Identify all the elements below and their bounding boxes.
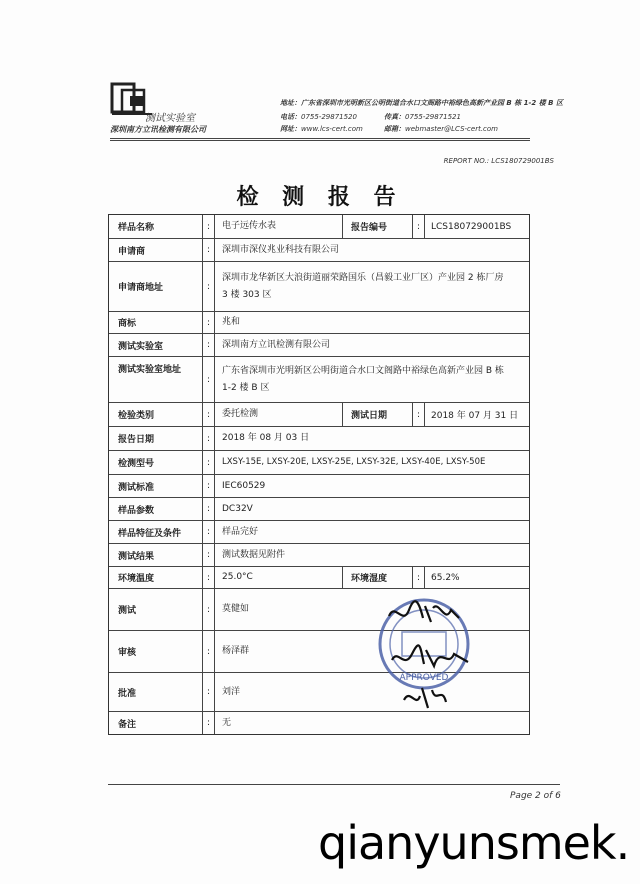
row-lab bbox=[109, 334, 529, 357]
header-address: 地址：广东省深圳市光明新区公明街道合水口文阁路中裕绿色高新产业园 B 栋 1-2 楼 B 区 bbox=[280, 99, 563, 107]
condition-label: 样品特征及条件 bbox=[109, 521, 203, 543]
applicant-label: 申请商 bbox=[109, 239, 203, 261]
report-no-label: 报告编号 bbox=[345, 215, 413, 238]
email-value: webmaster@LCS-cert.com bbox=[405, 125, 498, 133]
model-value: LXSY-15E, LXSY-20E, LXSY-25E, LXSY-32E, LXSY-40E, LXSY-50E bbox=[222, 457, 486, 467]
colon: : bbox=[203, 475, 215, 497]
tester-signature bbox=[385, 598, 465, 628]
row-params bbox=[109, 498, 529, 521]
colon: : bbox=[203, 403, 215, 426]
test-type-label: 检验类别 bbox=[109, 403, 203, 426]
row-sample-name bbox=[109, 215, 529, 239]
colon: : bbox=[203, 357, 215, 402]
colon: : bbox=[413, 403, 425, 426]
lab-address-line2: 1-2 楼 B 区 bbox=[222, 382, 270, 393]
sample-name-label: 样品名称 bbox=[109, 215, 203, 238]
phone-label: 电话： bbox=[280, 113, 301, 121]
header-divider bbox=[110, 138, 530, 139]
colon: : bbox=[203, 521, 215, 543]
test-date-label: 测试日期 bbox=[345, 403, 413, 426]
row-lab-address bbox=[109, 357, 529, 403]
reviewer-label: 审核 bbox=[109, 631, 203, 672]
colon: : bbox=[203, 262, 215, 311]
contact-row-phone bbox=[280, 112, 461, 122]
tester-value: 莫健如 bbox=[222, 604, 250, 614]
fax-value: 0755-29871521 bbox=[405, 113, 461, 121]
colon: : bbox=[203, 544, 215, 566]
colon: : bbox=[203, 712, 215, 734]
colon: : bbox=[203, 567, 215, 588]
lab-address-label: 测试实验室地址 bbox=[109, 357, 203, 402]
params-value: DC32V bbox=[222, 503, 253, 514]
test-type-value: 委托检测 bbox=[215, 403, 343, 426]
colon: : bbox=[413, 567, 425, 588]
approver-value: 刘洋 bbox=[222, 686, 241, 697]
applicant-address-line2: 3 楼 303 区 bbox=[222, 289, 272, 300]
row-condition bbox=[109, 521, 529, 544]
params-label: 样品参数 bbox=[109, 498, 203, 520]
approver-label: 批准 bbox=[109, 673, 203, 711]
remarks-value: 无 bbox=[222, 717, 232, 728]
lab-value: 深圳南方立讯检测有限公司 bbox=[222, 339, 331, 350]
phone-value: 0755-29871520 bbox=[301, 113, 357, 121]
sample-name-value: 电子远传水表 bbox=[215, 215, 343, 238]
colon: : bbox=[203, 589, 215, 630]
row-remarks bbox=[109, 712, 529, 734]
applicant-value: 深圳市深仪兆业科技有限公司 bbox=[222, 244, 340, 255]
lab-address-value bbox=[215, 357, 529, 402]
web-label: 网址： bbox=[280, 125, 301, 133]
result-label: 测试结果 bbox=[109, 544, 203, 566]
env-temp-value: 25.0°C bbox=[215, 567, 343, 588]
colon: : bbox=[203, 334, 215, 356]
watermark-text: qianyunsmek. bbox=[318, 816, 630, 870]
standard-value: IEC60529 bbox=[222, 480, 266, 491]
approver-signature bbox=[400, 682, 450, 712]
header-divider-2 bbox=[110, 140, 530, 141]
row-applicant-address bbox=[109, 262, 529, 312]
stamp-text: APPROVED bbox=[399, 673, 449, 683]
trademark-label: 商标 bbox=[109, 312, 203, 333]
report-date-value: 2018 年 08 月 03 日 bbox=[222, 433, 310, 443]
env-humidity-value: 65.2% bbox=[431, 572, 460, 583]
test-date-value: 2018 年 07 月 31 日 bbox=[431, 411, 519, 421]
web-value: www.lcs-cert.com bbox=[301, 125, 363, 133]
company-name: 深圳南方立讯检测有限公司 bbox=[110, 125, 206, 134]
report-no-value: LCS180729001BS bbox=[431, 221, 512, 232]
report-date-label: 报告日期 bbox=[109, 427, 203, 450]
applicant-address-value bbox=[215, 262, 529, 311]
report-number-line: REPORT NO.: LCS180729001BS bbox=[443, 157, 554, 165]
tester-label: 测试 bbox=[109, 589, 203, 630]
row-environment bbox=[109, 567, 529, 589]
standard-label: 测试标准 bbox=[109, 475, 203, 497]
lab-label: 测试实验室 bbox=[109, 334, 203, 356]
row-test-type bbox=[109, 403, 529, 427]
row-trademark bbox=[109, 312, 529, 334]
fax-label: 传真： bbox=[384, 113, 405, 121]
colon: : bbox=[203, 239, 215, 261]
row-report-date bbox=[109, 427, 529, 451]
remarks-label: 备注 bbox=[109, 712, 203, 734]
row-standard bbox=[109, 475, 529, 498]
colon: : bbox=[413, 215, 425, 238]
condition-value: 样品完好 bbox=[222, 526, 259, 537]
row-result bbox=[109, 544, 529, 567]
colon: : bbox=[203, 673, 215, 711]
colon: : bbox=[203, 631, 215, 672]
trademark-value: 兆和 bbox=[222, 317, 241, 327]
result-value: 测试数据见附件 bbox=[222, 549, 286, 560]
applicant-address-line1: 深圳市龙华新区大浪街道丽荣路国乐（昌毅工业厂区）产业园 2 栋厂房 bbox=[222, 272, 504, 283]
contact-row-web bbox=[280, 124, 498, 134]
page-number: Page 2 of 6 bbox=[510, 791, 561, 801]
env-temp-label: 环境温度 bbox=[109, 567, 203, 588]
row-applicant bbox=[109, 239, 529, 262]
colon: : bbox=[203, 215, 215, 238]
reviewer-value: 杨泽群 bbox=[222, 646, 250, 656]
email-label: 邮箱： bbox=[384, 125, 405, 133]
colon: : bbox=[203, 312, 215, 333]
colon: : bbox=[203, 451, 215, 474]
lab-address-line1: 广东省深圳市光明新区公明街道合水口文阁路中裕绿色高新产业园 B 栋 bbox=[222, 365, 504, 376]
reviewer-signature bbox=[390, 640, 470, 672]
colon: : bbox=[203, 427, 215, 450]
page-title: 检 测 报 告 bbox=[236, 185, 404, 210]
colon: : bbox=[203, 498, 215, 520]
lab-name: 测试实验室 bbox=[145, 113, 195, 124]
applicant-address-label: 申请商地址 bbox=[109, 262, 203, 311]
footer-divider bbox=[108, 784, 560, 785]
row-model bbox=[109, 451, 529, 475]
model-label: 检测型号 bbox=[109, 451, 203, 474]
env-humidity-label: 环境湿度 bbox=[345, 567, 413, 588]
